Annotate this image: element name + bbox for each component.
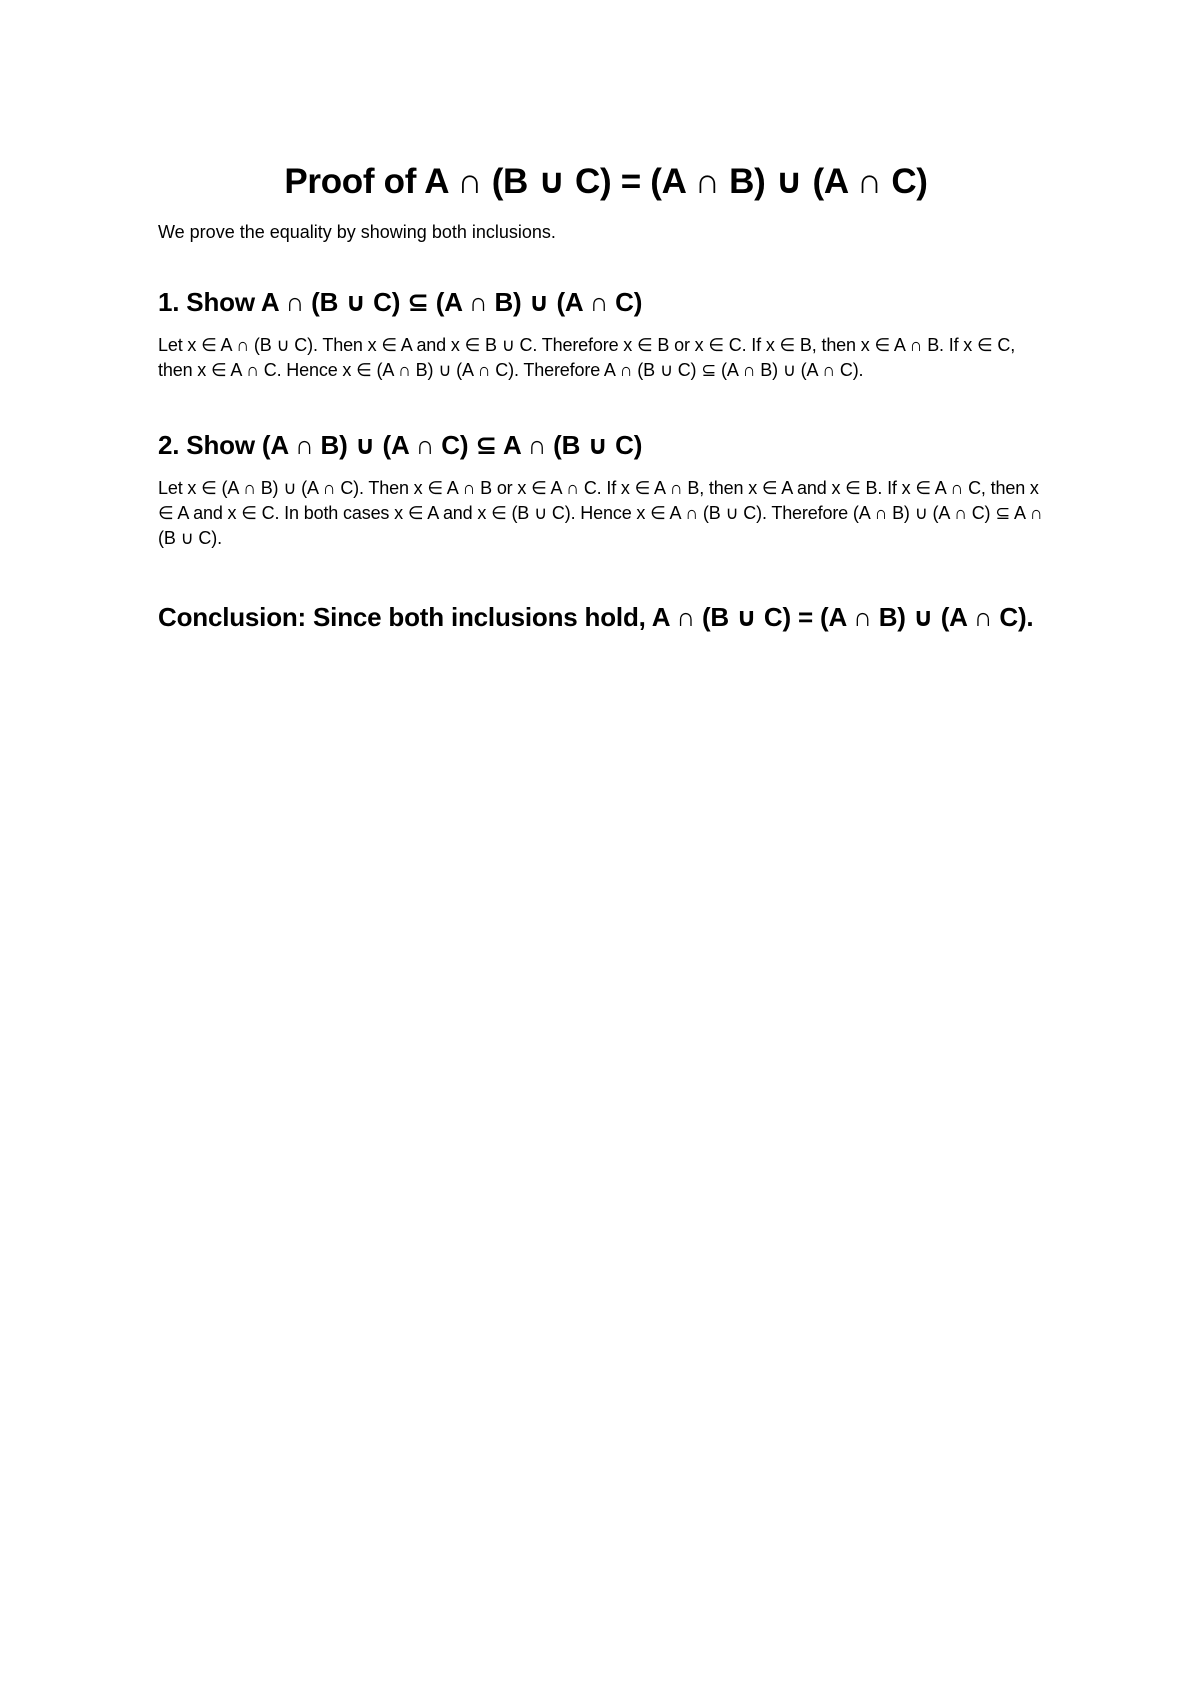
document-title: Proof of A ∩ (B ∪ C) = (A ∩ B) ∪ (A ∩ C): [284, 162, 928, 201]
section-2: [158, 427, 1054, 551]
intro-paragraph: We prove the equality by showing both inclusions.: [158, 222, 556, 242]
section-2-heading: 2. Show (A ∩ B) ∪ (A ∩ C) ⊆ A ∩ (B ∪ C): [158, 430, 643, 460]
section-2-body: Let x ∈ (A ∩ B) ∪ (A ∩ C). Then x ∈ A ∩ B or x ∈ A ∩ C. If x ∈ A ∩ B, then x ∈ A and x ∈ B. If x ∈ A ∩ C, then x ∈ A and x ∈ C. In both cases x ∈ A and x ∈ (B ∪ C). Hence x ∈ A ∩ (B ∪ C). Therefore (A ∩ B) ∪ (A ∩ C) ⊆ A ∩ (B ∪ C).: [158, 478, 1043, 548]
conclusion-heading: Conclusion: Since both inclusions hold, A ∩ (B ∪ C) = (A ∩ B) ∪ (A ∩ C).: [158, 602, 1034, 632]
section-1: [158, 284, 1054, 383]
section-1-body: Let x ∈ A ∩ (B ∪ C). Then x ∈ A and x ∈ B ∪ C. Therefore x ∈ B or x ∈ C. If x ∈ B, then x ∈ A ∩ B. If x ∈ C, then x ∈ A ∩ C. Hence x ∈ (A ∩ B) ∪ (A ∩ C). Therefore A ∩ (B ∪ C) ⊆ (A ∩ B) ∪ (A ∩ C).: [158, 335, 1016, 380]
document-page: [158, 158, 1054, 635]
section-1-heading: 1. Show A ∩ (B ∪ C) ⊆ (A ∩ B) ∪ (A ∩ C): [158, 287, 643, 317]
